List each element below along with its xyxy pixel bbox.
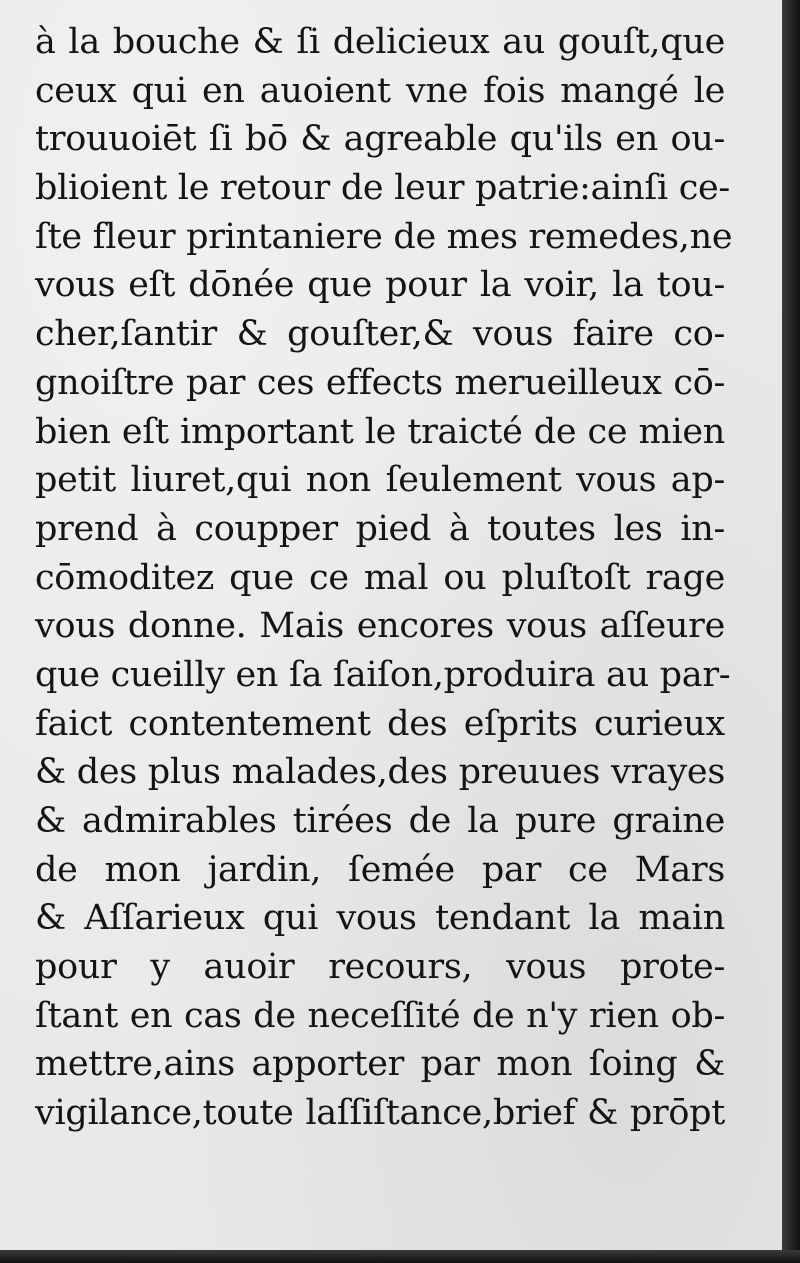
text-line: & des plus malades,des preuues vrayes (35, 752, 725, 793)
text-line: faict contentement des eſprits curieux (35, 703, 725, 744)
text-line: bien eſt important le traicté de ce mien (35, 411, 725, 452)
text-line: pour y auoir recours, vous prote- (35, 947, 725, 988)
text-line: vous donne. Mais encores vous aſſeure (35, 606, 725, 647)
text-line: & Aſſarieux qui vous tendant la main (35, 898, 725, 939)
text-line: cher,ſantir & gouſter,& vous faire co- (35, 314, 725, 355)
text-line: ſte fleur printaniere de mes remedes,ne (35, 216, 733, 257)
text-line: vous eſt dōnée que pour la voir, la tou- (35, 265, 725, 306)
text-line: de mon jardin, ſemée par ce Mars (35, 849, 725, 890)
text-line: à la bouche & ſi delicieux au gouſt,que (35, 22, 725, 62)
text-line: blioient le retour de leur patrie:ainſi ce- (35, 168, 730, 209)
text-line: que cueilly en ſa ſaiſon,produira au par- (35, 654, 731, 695)
page-edge-bottom (0, 1250, 800, 1263)
text-line: vigilance,toute laſſiſtance,brief & prōpt (35, 1093, 725, 1134)
text-line: & admirables tirées de la pure graine (35, 801, 725, 841)
text-line: gnoiſtre par ces effects merueilleux cō- (35, 362, 725, 403)
text-line: cōmoditez que ce mal ou pluſtoſt rage (35, 557, 725, 598)
body-text (35, 18, 733, 1138)
page-edge-right (782, 0, 800, 1263)
text-line: ceux qui en auoient vne fois mangé le (35, 70, 725, 111)
text-line: petit liuret,qui non ſeulement vous ap- (35, 460, 725, 501)
text-line: prend à coupper pied à toutes les in- (35, 508, 725, 549)
text-line: mettre,ains apporter par mon ſoing & (35, 1044, 725, 1085)
text-line: ſtant en cas de neceſſité de n'y rien ob- (35, 995, 725, 1036)
text-line: trouuoiēt ſi bō & agreable qu'ils en ou- (35, 119, 725, 160)
